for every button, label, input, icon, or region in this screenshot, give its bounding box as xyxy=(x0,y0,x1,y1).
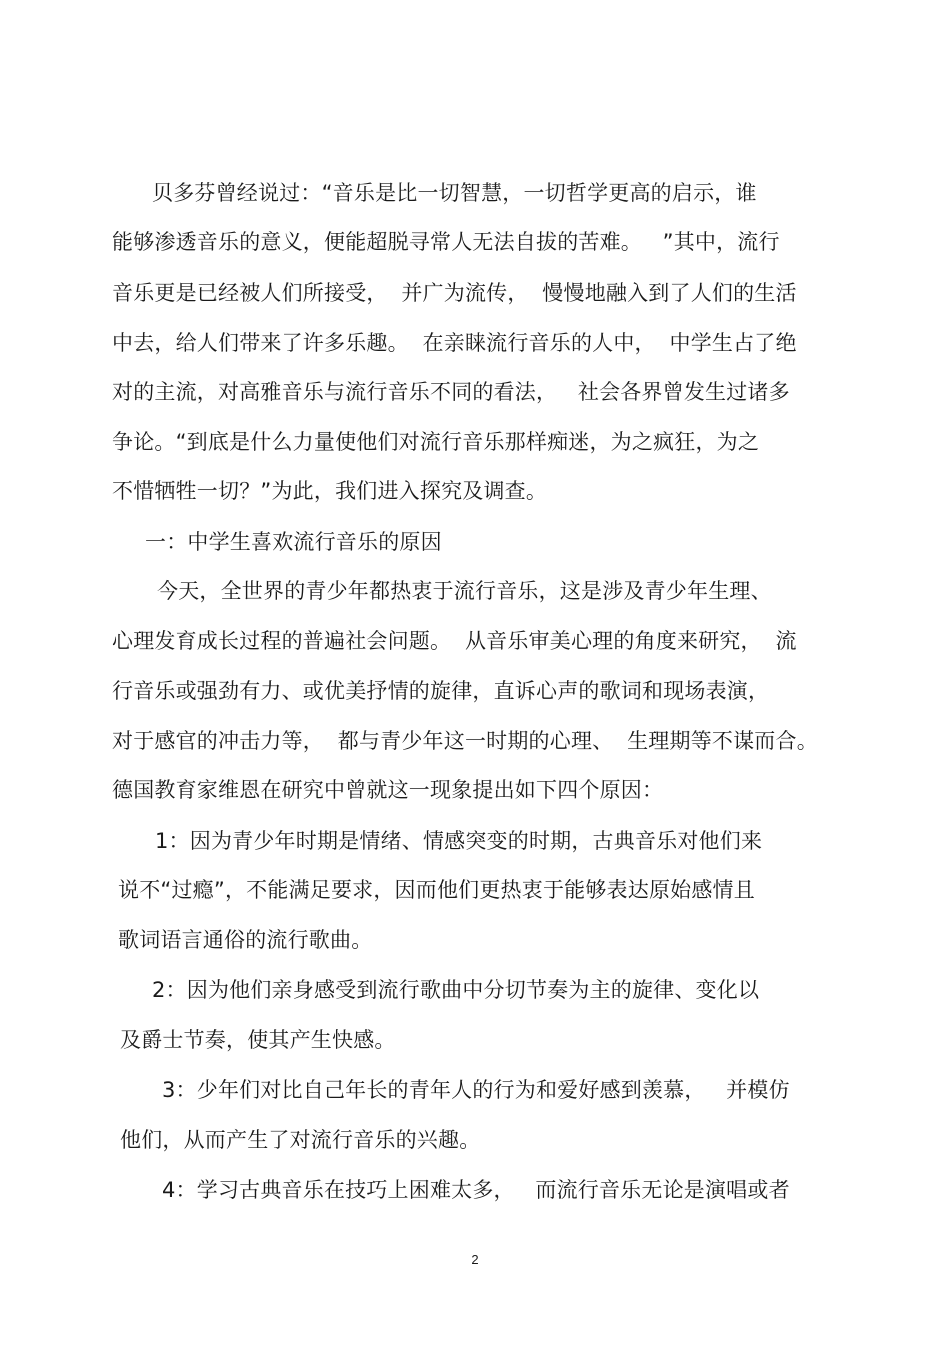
reason-3-line-1: 3：少年们对比自己年长的青年人的行为和爱好感到羡慕， 并模仿 xyxy=(162,1078,790,1102)
section-line-3: 行音乐或强劲有力、或优美抒情的旋律，直诉心声的歌词和现场表演， xyxy=(112,679,770,703)
intro-line-7: 不惜牺牲一切？”为此，我们进入探究及调查。 xyxy=(112,479,548,503)
reason-1-line-2: 说不“过瘾”，不能满足要求，因而他们更热衷于能够表达原始感情且 xyxy=(118,878,755,902)
reason-2-line-2: 及爵士节奏，使其产生快感。 xyxy=(120,1028,396,1052)
intro-line-1: 贝多芬曾经说过：“音乐是比一切智慧，一切哲学更高的启示，谁 xyxy=(152,181,757,205)
section-line-1: 今天，全世界的青少年都热衷于流行音乐，这是涉及青少年生理、 xyxy=(157,579,772,603)
section-line-5: 德国教育家维恩在研究中曾就这一现象提出如下四个原因： xyxy=(112,778,664,802)
intro-line-4: 中去，给人们带来了许多乐趣。 在亲睐流行音乐的人中， 中学生占了绝 xyxy=(112,331,797,355)
reason-1-line-3: 歌词语言通俗的流行歌曲。 xyxy=(118,928,373,952)
reason-1-line-1: 1：因为青少年时期是情绪、情感突变的时期，古典音乐对他们来 xyxy=(155,829,763,853)
page-number: 2 xyxy=(471,1252,479,1267)
intro-line-5: 对的主流，对高雅音乐与流行音乐不同的看法， 社会各界曾发生过诸多 xyxy=(112,380,790,404)
section-line-2: 心理发育成长过程的普遍社会问题。 从音乐审美心理的角度来研究， 流 xyxy=(112,629,797,653)
reason-3-line-2: 他们，从而产生了对流行音乐的兴趣。 xyxy=(120,1128,481,1152)
intro-line-2: 能够渗透音乐的意义，便能超脱寻常人无法自拔的苦难。 ”其中，流行 xyxy=(112,230,780,254)
section-line-4: 对于感官的冲击力等， 都与青少年这一时期的心理、 生理期等不谋而合。 xyxy=(112,729,818,753)
reason-4-line-1: 4：学习古典音乐在技巧上困难太多， 而流行音乐无论是演唱或者 xyxy=(162,1178,790,1202)
intro-line-3: 音乐更是已经被人们所接受， 并广为流传， 慢慢地融入到了人们的生活 xyxy=(112,281,797,305)
reason-2-line-1: 2：因为他们亲身感受到流行歌曲中分切节奏为主的旋律、变化以 xyxy=(152,978,760,1002)
intro-line-6: 争论。“到底是什么力量使他们对流行音乐那样痴迷，为之疯狂，为之 xyxy=(112,430,760,454)
section-heading: 一：中学生喜欢流行音乐的原因 xyxy=(145,530,442,554)
